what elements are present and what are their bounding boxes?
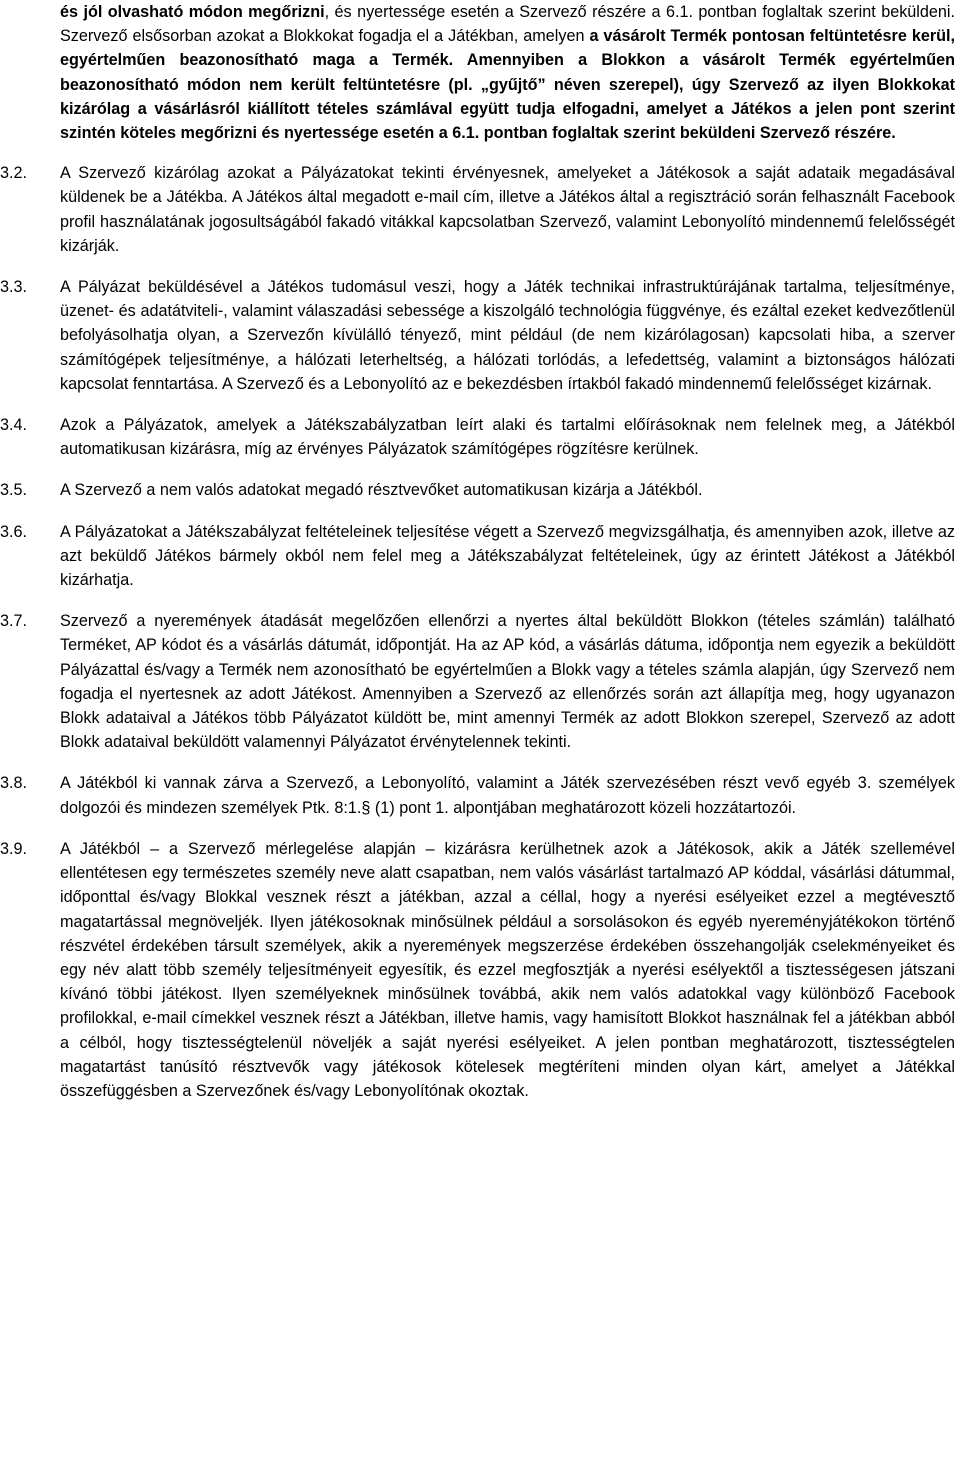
section-number: 3.3.: [0, 278, 28, 297]
section-text: A Szervező a nem valós adatokat megadó résztvevőket automatikusan kizárja a Játékból.: [60, 481, 703, 500]
section-number: 3.9.: [0, 839, 28, 858]
intro-regular: , és nyertessége esetén a Szervező részére a 6.1. pontban foglaltak szerint beküldeni. Szervező elsősorban azokat a Blokkokat fogadja el a Játékban, amelyen: [60, 3, 955, 46]
section-text: Azok a Pályázatok, amelyek a Játékszabályzatban leírt alaki és tartalmi előírásoknak nem felelnek meg, a Játékból automatikusan kizárásra, míg az érvényes Pályázatok számítógépes rögzítésre kerülnek.: [60, 416, 955, 459]
section-number: 3.7.: [0, 612, 28, 631]
section-number: 3.6.: [0, 522, 28, 541]
section-number: 3.5.: [0, 481, 28, 500]
intro-paragraph: [60, 0, 955, 145]
intro-bold-end: a vásárolt Termék pontosan feltüntetésre kerül, egyértelműen beazonosítható maga a Termék. Amennyiben a Blokkon a vásárolt Termék egyértelműen beazonosítható módon nem került feltüntetésre (pl. „gyűjtő” néven szerepel), úgy Szervező az ilyen Blokkokat kizárólag a vásárlásról kiállított tételes számlával együtt tudja elfogadni, amelyet a Játékos a jelen pont szerint szintén köteles megőrizni és nyertessége esetén a 6.1. pontban foglaltak szerint beküldeni Szervező részére.: [60, 27, 956, 143]
section-3-2: [0, 161, 955, 258]
section-number: 3.4.: [0, 416, 28, 435]
section-3-6: [0, 520, 955, 593]
section-text: Szervező a nyeremények átadását megelőzően ellenőrzi a nyertes által beküldött Blokkon (tételes számlán) található Terméket, AP kódot és a vásárlás dátumát, időpontját. Ha az AP kód, a vásárlás dátuma, időpontja nem egyezik a beküldött Pályázattal és/vagy a Termék nem azonosítható be egyértelműen a Blokk vagy a tételes számla alapján, úgy Szervező nem fogadja el nyertesnek az adott Játékost. Amennyiben a Szervező az ellenőrzés során azt állapítja meg, hogy ugyanazon Blokk adataival a Játékos több Pályázatot küldött be, mint amennyi Termék az adott Blokkon szerepel, Szervező az adott Blokk adataival beküldött valamennyi Pályázatot érvénytelennek tekinti.: [60, 612, 955, 752]
section-3-9: [0, 837, 955, 1103]
section-text: A Pályázat beküldésével a Játékos tudomásul veszi, hogy a Játék technikai infrastruktúrájának tartalma, teljesítménye, üzenet- és adatátviteli-, valamint válaszadási sebessége a kiszolgáló technológia függvénye, és ezáltal ezeket kedvezőtlenül befolyásolhatja olyan, a Szervezőn kívülálló tényező, mint például (de nem kizárólagosan) kapcsolati hiba, a szerver számítógépek teljesítménye, a hálózati leterheltség, a hálózati torlódás, a lefedettség, valamint a biztonságos hálózati kapcsolat fenntartása. A Szervező és a Lebonyolító az e bekezdésben írtakból fakadó mindennemű felelősséget kizárnak.: [60, 278, 955, 393]
section-number: 3.2.: [0, 164, 28, 183]
section-3-4: [0, 413, 955, 461]
intro-bold-start: és jól olvasható módon megőrizni: [60, 3, 325, 21]
section-text: A Játékból – a Szervező mérlegelése alapján – kizárásra kerülhetnek azok a Játékosok, akik a Játék szellemével ellentétesen egy természetes személy neve alatt csapatban, nem valós vásárlást tartalmazó AP kóddal, vásárlási dátummal, időponttal és/vagy Blokkal vesznek részt a játékban, azzal a céllal, hogy a nyerési esélyeiket ezzel a megtévesztő magatartással megnöveljék. Ilyen játékosoknak minősülnek például a sorsolásokon és egyéb nyereményjátékokon történő részvétel érdekében társult személyek, akik a nyeremények megszerzése érdekében összehangolják cselekményeiket és egy név alatt több személy teljesítményeit egyesítik, és ezzel megfosztják a nyerési esélyektől a tisztességesen játszani kívánó többi játékost. Ilyen személyeknek minősülnek továbbá, akik nem valós adatokkal vagy különböző Facebook profilokkal, e-mail címekkel vesznek részt a Játékban, illetve hamis, vagy hamisított Blokkot használnak fel a játékban abból a célból, hogy tisztességtelenül növeljék a saját nyerési esélyeiket. A jelen pontban meghatározott, tisztességtelen magatartást tanúsító résztvevők vagy játékosok kötelesek megtéríteni minden olyan kárt, amelyet a Játékkal összefüggésben a Szervezőnek és/vagy Lebonyolítónak okoztak.: [60, 839, 955, 1100]
section-3-5: [0, 478, 955, 502]
section-3-3: [0, 275, 955, 396]
section-number: 3.8.: [0, 774, 28, 793]
section-3-8: [0, 771, 955, 819]
section-text: A Játékból ki vannak zárva a Szervező, a Lebonyolító, valamint a Játék szervezésében részt vevő egyéb 3. személyek dolgozói és mindezen személyek Ptk. 8:1.§ (1) pont 1. alpontjában meghatározott közeli hozzátartozói.: [60, 774, 955, 817]
section-text: A Szervező kizárólag azokat a Pályázatokat tekinti érvényesnek, amelyeket a Játékosok a saját adataik megadásával küldenek be a Játékba. A Játékos által megadott e-mail cím, illetve a Játékos által a regisztráció során felhasznált Facebook profil használatának jogosultságából fakadó vitákkal kapcsolatban Szervező, valamint Lebonyolító mindennemű felelősségét kizárják.: [60, 164, 955, 255]
section-text: A Pályázatokat a Játékszabályzat feltételeinek teljesítése végett a Szervező megvizsgálhatja, és amennyiben azok, illetve az azt beküldő Játékos bármely okból nem felel meg a Játékszabályzat feltételeinek, úgy az érintett Játékost a Játékból kizárhatja.: [60, 522, 955, 590]
section-3-7: [0, 609, 955, 754]
